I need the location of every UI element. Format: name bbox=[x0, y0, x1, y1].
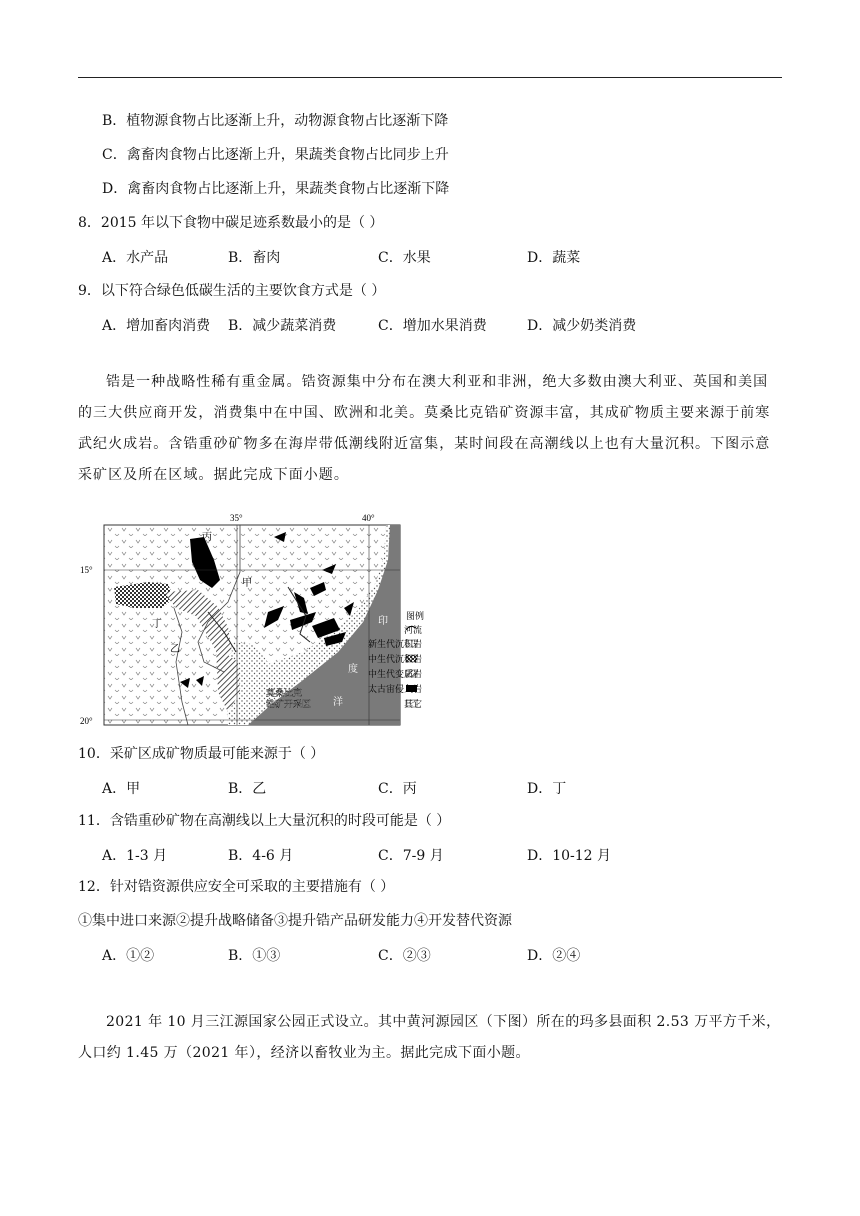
legend-mesozoic-meta: 中生代变质岩 bbox=[367, 669, 422, 679]
place-jia: 甲 bbox=[242, 578, 252, 589]
ocean-label-3: 洋 bbox=[333, 697, 343, 708]
q11-option-d: D．10-12 月 bbox=[527, 848, 612, 864]
q10-option-b: B．乙 bbox=[228, 781, 267, 797]
q10-option-d: D．丁 bbox=[527, 781, 567, 797]
legend-archean: 太古宙侵入岩 bbox=[367, 684, 422, 694]
q9-option-b: B．减少蔬菜消费 bbox=[228, 318, 337, 334]
q7-option-c: C．禽畜肉食物占比逐渐上升，果蔬类食物占比同步上升 bbox=[102, 147, 449, 163]
q7-option-b: B．植物源食物占比逐渐上升，动物源食物占比逐渐下降 bbox=[102, 113, 449, 129]
q8-option-b: B．畜肉 bbox=[228, 250, 281, 266]
q8-option-c: C．水果 bbox=[378, 250, 431, 266]
lon-label-40: 40° bbox=[362, 513, 375, 523]
ocean-label-1: 印 bbox=[378, 616, 388, 627]
q12-option-a: A．①② bbox=[102, 948, 155, 964]
legend-other: 其它 bbox=[403, 699, 422, 709]
header-rule bbox=[78, 77, 782, 78]
q12-option-b: B．①③ bbox=[228, 948, 281, 964]
passage-zirconium: 锆是一种战略性稀有重金属。锆资源集中分布在澳大利亚和非洲，绝大多数由澳大利亚、英国和美国的三大供应商开发，消费集中在中国、欧洲和北美。莫桑比克锆矿资源丰富，其成矿物质主要来源于前寒武纪火成岩。含锆重砂矿物多在海岸带低潮线附近富集，某时间段在高潮线以上也有大量沉积。下图示意采矿区及所在区域。据此完成下面小题。 bbox=[78, 374, 771, 483]
legend-cenozoic: 新生代沉积岩 bbox=[367, 639, 422, 649]
q10-option-c: C．丙 bbox=[378, 781, 417, 797]
passage-sanjiangyuan: 2021 年 10 月三江源国家公园正式设立。其中黄河源园区（下图）所在的玛多县面积 2.53 万平方千米，人口约 1.45 万（2021 年），经济以畜牧业为主。据此完成下面小题。 bbox=[78, 1014, 781, 1061]
lat-label-20: 20° bbox=[80, 716, 93, 726]
place-yi: 乙 bbox=[170, 644, 180, 655]
q11-option-a: A．1-3 月 bbox=[102, 848, 168, 864]
q10-option-a: A．甲 bbox=[102, 781, 141, 797]
mining-area-label-1: 莫桑比克 bbox=[266, 688, 303, 698]
q8-stem: 8．2015 年以下食物中碳足迹系数最小的是（ ） bbox=[78, 215, 384, 231]
q8-option-a: A．水产品 bbox=[102, 250, 169, 266]
q9-option-d: D．减少奶类消费 bbox=[527, 318, 637, 334]
legend-river: 河流 bbox=[403, 625, 422, 635]
q11-stem: 11．含锆重砂矿物在高潮线以上大量沉积的时段可能是（ ） bbox=[78, 813, 451, 829]
q10-stem: 10．采矿区成矿物质最可能来源于（ ） bbox=[78, 746, 325, 762]
q8-option-d: D．蔬菜 bbox=[527, 250, 581, 266]
q12-option-d: D．②④ bbox=[527, 948, 581, 964]
mining-area-label-2: 锆矿开采区 bbox=[266, 699, 312, 709]
lon-label-35: 35° bbox=[230, 513, 243, 523]
legend-title: 图例 bbox=[406, 611, 425, 621]
legend-mesozoic-sed: 中生代沉积岩 bbox=[367, 654, 422, 664]
q7-option-d: D．禽畜肉食物占比逐渐上升，果蔬类食物占比逐渐下降 bbox=[102, 181, 450, 197]
q12-option-c: C．②③ bbox=[378, 948, 431, 964]
mining-area-map bbox=[78, 512, 425, 734]
place-ding: 丁 bbox=[152, 619, 162, 630]
lat-label-15: 15° bbox=[80, 565, 93, 575]
q9-option-a: A．增加畜肉消费 bbox=[102, 318, 211, 334]
place-bing: 丙 bbox=[202, 532, 212, 543]
q9-stem: 9．以下符合绿色低碳生活的主要饮食方式是（ ） bbox=[78, 283, 386, 299]
q12-stem: 12．针对锆资源供应安全可采取的主要措施有（ ） bbox=[78, 879, 395, 895]
q11-option-b: B．4-6 月 bbox=[228, 848, 294, 864]
ocean-label-2: 度 bbox=[348, 664, 358, 675]
q11-option-c: C．7-9 月 bbox=[378, 848, 444, 864]
q9-option-c: C．增加水果消费 bbox=[378, 318, 487, 334]
q12-statements: ①集中进口来源②提升战略储备③提升锆产品研发能力④开发替代资源 bbox=[78, 913, 512, 929]
